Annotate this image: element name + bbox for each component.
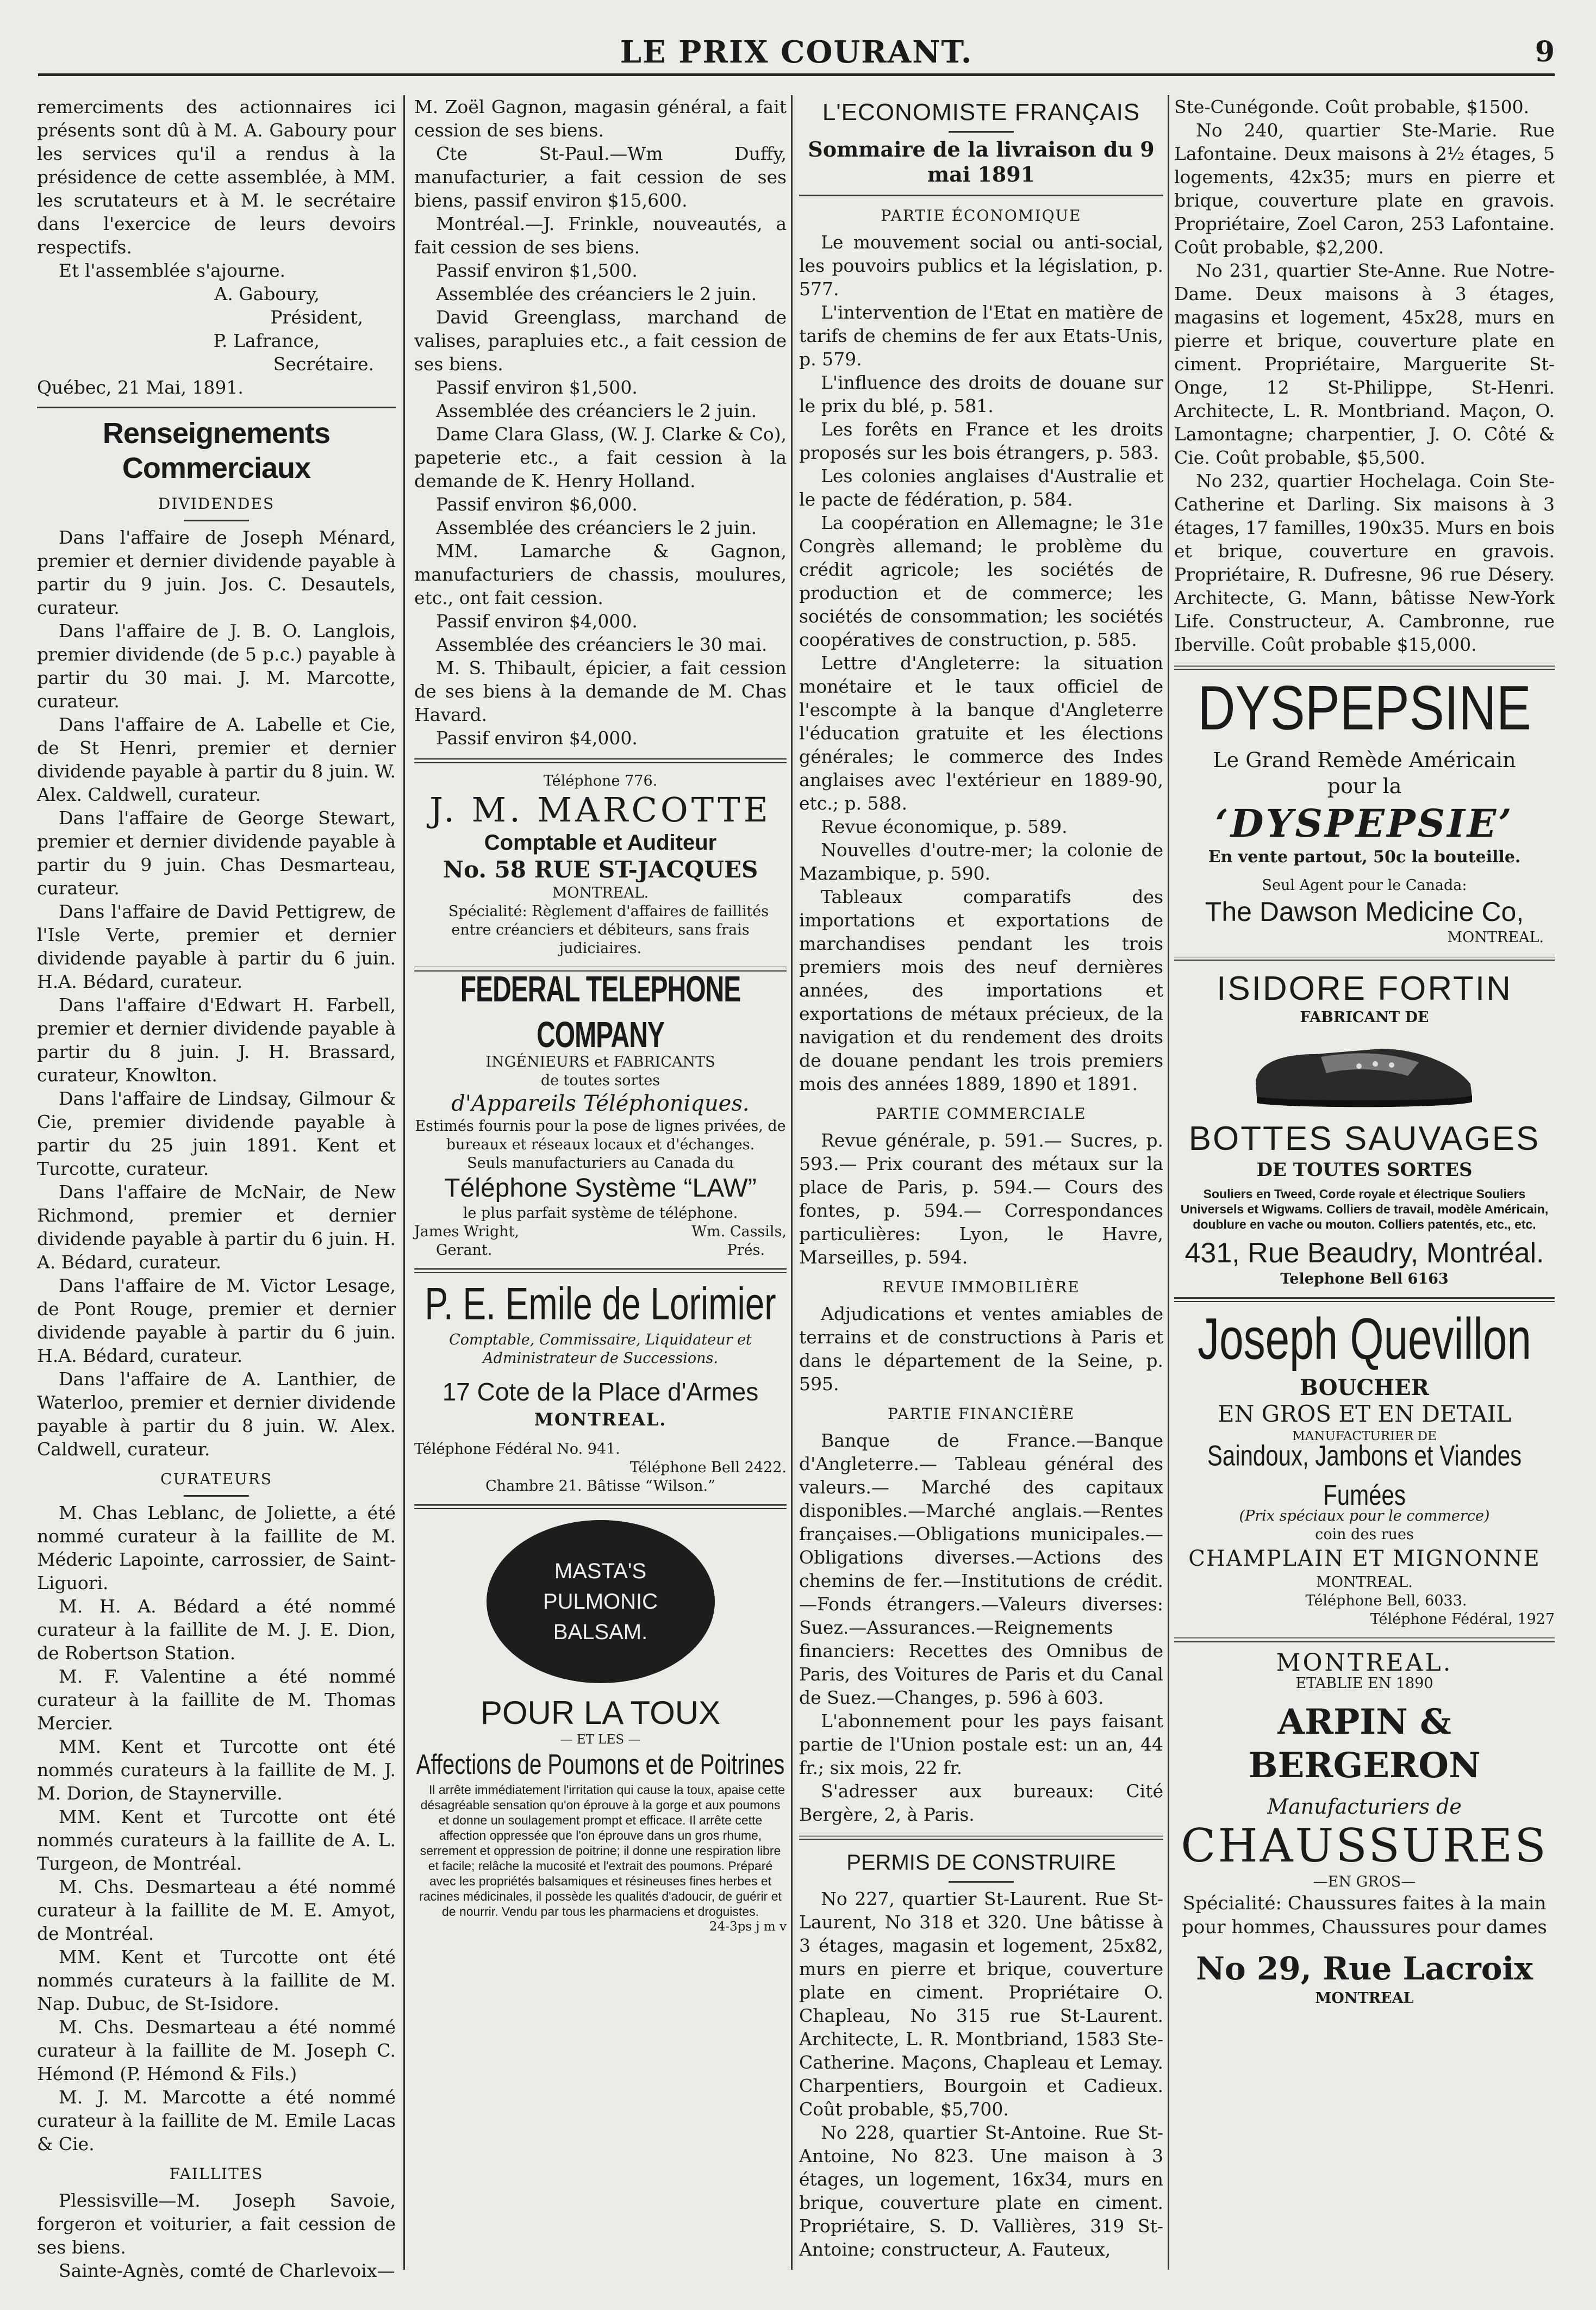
summary-item: Revue générale, p. 591.— Sucres, p. 593.— Prix courant des métaux sur la place de Paris, p. 594.— Cours des fontes, p. 594.— Correspondances particulières: Lyon, le Havre, Marseilles, p. 594. (799, 1130, 1163, 1268)
ad-phone: Téléphone Fédéral No. 941. (414, 1441, 620, 1458)
subsection-title: FAILLITES (169, 2165, 264, 2183)
newspaper-title: LE PRIX COURANT. (620, 34, 973, 70)
divider (1174, 1637, 1555, 1642)
column-4 (1174, 95, 1555, 2270)
divider (1174, 956, 1555, 961)
divider (799, 1835, 1163, 1840)
ad-name: FEDERAL TELEPHONE COMPANY (460, 969, 741, 1056)
ad-city: MONTREAL. (552, 885, 649, 901)
ad-city: MONTREAL. (534, 1409, 667, 1430)
ad-line: MANUFACTURIER DE (1292, 1429, 1437, 1443)
ad-specialite: Spécialité: Règlement d'affaires de faillités entre créanciers et débiteurs, sans frais judiciaires. (448, 903, 769, 957)
ad-signatures (414, 1223, 787, 1241)
paragraph: Cte St-Paul.—Wm Duffy, manufacturier, a fait cession de ses biens, passif environ $15,600. (414, 143, 787, 211)
paragraph: MM. Lamarche & Gagnon, manufacturiers de chassis, moulures, etc., ont fait cession. (414, 540, 787, 608)
dividende-item: Dans l'affaire d'Edwart H. Farbell, premier et dernier dividende payable à partir du 8 juin. J. H. Brassard, curateur, Knowlton. (37, 994, 396, 1086)
divider (949, 131, 1014, 133)
ad-headline: POUR LA TOUX (480, 1695, 721, 1731)
signature-name: A. Gaboury, (214, 283, 320, 304)
paragraph: Passif environ $4,000. (436, 727, 638, 749)
column-divider (403, 95, 405, 2270)
paragraph: Passif environ $1,500. (436, 260, 638, 281)
marcotte-ad (414, 772, 787, 958)
column-3 (799, 95, 1163, 2270)
subsection-title: DIVIDENDES (158, 495, 275, 513)
ad-city: MONTREAL. (1316, 1574, 1413, 1591)
paragraph: Montréal.—J. Frinkle, nouveautés, a fait cession de ses biens. (414, 213, 787, 258)
federal-telephone-ad (414, 969, 787, 1260)
dateline: Québec, 21 Mai, 1891. (37, 377, 244, 398)
summary-item: L'abonnement pour les pays faisant partie de l'Union postale est: un an, 44 fr.; six mois, 22 fr. (799, 1710, 1163, 1778)
summary-item: Les colonies anglaises d'Australie et le pacte de fédération, p. 584. (799, 465, 1163, 510)
fortin-ad (1174, 969, 1555, 1288)
ad-subhead: Affections de Poumons et de Poitrines (416, 1749, 785, 1780)
logo-text: MASTA'S (554, 1559, 647, 1583)
ad-name: DYSPEPSINE (1198, 673, 1531, 743)
divider (949, 1881, 1014, 1883)
subsection-title: PARTIE COMMERCIALE (876, 1105, 1087, 1123)
dividende-item: Dans l'affaire de Lindsay, Gilmour & Cie, premier dividende payable à partir du 25 juin 1891. Kent et Turcotte, curateur. (37, 1088, 396, 1179)
curateur-item: MM. Kent et Turcotte ont été nommés curateurs à la faillite de A. L. Turgeon, de Montréal. (37, 1806, 396, 1874)
section-title: Renseignements Commerciaux (102, 417, 331, 484)
permis-item: Ste-Cunégonde. Coût probable, $1500. (1174, 96, 1530, 117)
ad-line: BOUCHER (1300, 1375, 1429, 1400)
page-number: 9 (1535, 35, 1555, 69)
summary-item: L'influence des droits de douane sur le prix du blé, p. 581. (799, 372, 1163, 416)
ad-name: Joseph Quevillon (1198, 1306, 1531, 1372)
ad-line: INGÉNIEURS et FABRICANTS (485, 1054, 715, 1070)
logo-text: PULMONIC (543, 1590, 658, 1614)
dividende-item: Dans l'affaire de M. Victor Lesage, de Pont Rouge, premier et dernier dividende payable à partir du 6 juin. H.A. Bédard, curateur. (37, 1275, 396, 1366)
ad-line: CHAUSSURES (1181, 1819, 1548, 1872)
summary-item: Tableaux comparatifs des importations et exportations de marchandises pendant les trois premiers mois des neuf dernières années, des importations et exportations de métaux précieux, de la navigation et du rendement des droits de douane pendant les trois premiers mois des années 1889, 1890 et 1891. (799, 886, 1163, 1094)
paragraph: Assemblée des créanciers le 2 juin. (436, 400, 757, 421)
paragraph: Assemblée des créanciers le 2 juin. (436, 283, 757, 304)
ad-phone: Téléphone Bell, 6033. (1305, 1592, 1467, 1609)
permis-item: No 231, quartier Ste-Anne. Rue Notre-Dame. Deux maisons à 3 étages, magasins et logement, 45x28, murs en pierre et brique, couverture plate en ciment. Propriétaire, Marguerite St-Onge, 12 St-Philippe, St-Henri. Architecte, L. R. Montbriand. Maçon, O. Lamontagne; charpentier, J. O. Côté & Cie. Coût probable, $5,500. (1174, 260, 1555, 468)
curateur-item: M. J. M. Marcotte a été nommé curateur à la faillite de M. Emile Lacas & Cie. (37, 2087, 396, 2155)
ad-line: (Prix spéciaux pour le commerce) (1239, 1508, 1490, 1524)
signature-name: P. Lafrance, (213, 330, 320, 351)
ad-name: ISIDORE FORTIN (1217, 970, 1512, 1007)
ad-line: d'Appareils Téléphoniques. (451, 1091, 750, 1116)
ad-desc: Souliers en Tweed, Corde royale et électrique Souliers Universels et Wigwams. Colliers de travail, modèle Américain, doublure en vache ou mouton. Colliers patentés, etc., etc. (1180, 1187, 1549, 1231)
column-divider (791, 95, 793, 2270)
ad-line: coin des rues (1315, 1526, 1414, 1543)
section-title: PERMIS DE CONSTRUIRE (846, 1851, 1116, 1875)
column-divider (1168, 95, 1169, 2270)
column-1 (37, 95, 396, 2281)
permis-item: No 232, quartier Hochelaga. Coin Ste-Catherine et Darling. Six maisons à 3 étages, 17 familles, 190x35. Murs en bois et brique, couverture en gravois. Propriétaire, R. Dufresne, 96 rue Désery. Architecte, G. Mann, bâtisse New-York Life. Constructeur, A. Cambronne, rue Iberville. Coût probable $15,000. (1174, 470, 1555, 655)
ad-line: ‘DYSPEPSIE’ (1215, 801, 1514, 846)
subsection-title: PARTIE ÉCONOMIQUE (881, 207, 1082, 225)
paragraph: Passif environ $4,000. (436, 611, 638, 632)
paragraph: Passif environ $6,000. (436, 494, 638, 515)
subsection-title: CURATEURS (160, 1470, 272, 1488)
ad-line: DE TOUTES SORTES (1256, 1159, 1473, 1181)
divider (414, 758, 787, 763)
signature-role: Secrétaire. (273, 353, 374, 375)
summary-item: Lettre d'Angleterre: la situation monétaire et le taux officiel de l'escompte à la banque d'Angleterre l'éducation gratuite et les élections générales; le commerce des Indes anglaises avec l'extérieur en 1889-90, etc.; p. 588. (799, 652, 1163, 814)
divider (414, 1268, 787, 1273)
divider (37, 407, 396, 408)
divider (414, 1504, 787, 1509)
ad-line: Seul Agent pour le Canada: (1262, 877, 1467, 894)
arpin-bergeron-ad (1174, 1651, 1555, 2008)
curateur-item: M. F. Valentine a été nommé curateur à la faillite de M. Thomas Mercier. (37, 1666, 396, 1734)
dividende-item: Dans l'affaire de Joseph Ménard, premier et dernier dividende payable à partir du 9 juin. Jos. C. Desautels, curateur. (37, 527, 396, 618)
summary-title: Sommaire de la livraison du 9 mai 1891 (808, 137, 1155, 186)
ad-role: Comptable et Auditeur (484, 831, 717, 855)
ad-name: J. M. MARCOTTE (429, 790, 771, 830)
subsection-title: PARTIE FINANCIÈRE (887, 1405, 1075, 1423)
quevillon-ad (1174, 1306, 1555, 1629)
ad-code: 24-3ps j m v (709, 1920, 787, 1934)
ad-phone: Téléphone Bell 2422. (629, 1459, 787, 1476)
divider (1174, 665, 1555, 670)
ad-line: CHAMPLAIN ET MIGNONNE (1188, 1546, 1541, 1571)
boot-icon (1245, 1032, 1484, 1114)
dyspepsine-ad (1174, 673, 1555, 947)
ad-line: MONTREAL. (1447, 929, 1544, 946)
divider (799, 195, 1163, 196)
dividende-item: Dans l'affaire de McNair, de New Richmond, premier et dernier dividende payable à partir du 6 juin. H. A. Bédard, curateur. (37, 1181, 396, 1273)
ad-address: 431, Rue Beaudry, Montréal. (1184, 1237, 1544, 1269)
permis-item: No 228, quartier St-Antoine. Rue St-Antoine, No 823. Une maison à 3 étages, un logement, 16x34, murs en brique, couverture plate en ciment. Propriétaire, S. D. Vallières, 319 St-Antoine; constructeur, A. Fauteux, (799, 2122, 1163, 2260)
ad-city: MONTREAL (1315, 1990, 1414, 2007)
ad-address: 17 Cote de la Place d'Armes (442, 1378, 759, 1406)
faillite-item: Sainte-Agnès, comté de Charlevoix— (59, 2260, 395, 2281)
ad-line: EN GROS ET EN DETAIL (1217, 1400, 1512, 1427)
signature-role: Gerant. (436, 1242, 492, 1259)
ad-phone: Téléphone Fédéral, 1927 (1370, 1611, 1555, 1628)
paragraph: Assemblée des créanciers le 30 mai. (436, 634, 768, 655)
lorimier-ad (414, 1278, 787, 1496)
dividende-item: Dans l'affaire de George Stewart, premier et dernier dividende payable à partir du 9 juin. Chas Desmarteau, curateur. (37, 807, 396, 899)
ad-line: The Dawson Medicine Co, (1205, 896, 1524, 927)
ad-line: FABRICANT DE (1300, 1009, 1429, 1026)
signature-role: Prés. (727, 1242, 765, 1259)
masta-balsam-ad (414, 1520, 787, 1934)
faillite-item: Plessisville—M. Joseph Savoie, forgeron et voiturier, a fait cession de ses biens. (37, 2190, 396, 2258)
section-title: L'ECONOMISTE FRANÇAIS (822, 99, 1140, 126)
paragraph: M. S. Thibault, épicier, a fait cession de ses biens à la demande de M. Chas Havard. (414, 657, 787, 725)
signature-name: Wm. Cassils, (691, 1223, 787, 1240)
ad-line: pour la (1327, 774, 1402, 798)
ad-address: No. 58 RUE ST-JACQUES (442, 856, 758, 883)
summary-item: Banque de France.—Banque d'Angleterre.— Tableau général des valeurs.— Marché des capitaux disponibles.—Marché anglais.—Rentes françaises.—Obligations municipales.—Obligations diverses.—Actions des chemins de fer.—Institutions de crédit.—Fonds étrangers.—Valeurs diverses: Suez.—Assurances.—Reignements financiers: Recettes des Omnibus de Paris, des Voitures de Paris et du Canal de Suez.—Changes, p. 596 à 603. (799, 1430, 1163, 1708)
subsection-title: REVUE IMMOBILIÈRE (882, 1278, 1080, 1296)
dividende-item: Dans l'affaire de A. Lanthier, de Waterloo, premier et dernier dividende payable à partir du 8 juin. W. Alex. Caldwell, curateur. (37, 1368, 396, 1460)
divider (184, 1495, 249, 1497)
ad-line: En vente partout, 50c la bouteille. (1208, 848, 1521, 867)
ad-line: — ET LES — (560, 1733, 641, 1747)
dividende-item: Dans l'affaire de A. Labelle et Cie, de St Henri, premier et dernier dividende payable à partir du 8 juin. W. Alex. Caldwell, curateur. (37, 714, 396, 805)
ad-phone: Telephone Bell 6163 (1280, 1271, 1449, 1287)
ad-line: —EN GROS— (1313, 1873, 1416, 1890)
balsam-logo (487, 1520, 715, 1683)
curateur-item: M. H. A. Bédard a été nommé curateur à la faillite de M. J. E. Dion, de Robertson Station. (37, 1596, 396, 1664)
ad-specialite: Spécialité: Chaussures faites à la main pour hommes, Chaussures pour dames (1182, 1892, 1547, 1938)
permis-item: No 227, quartier St-Laurent. Rue St-Laurent, No 318 et 320. Une bâtisse à 3 étages, magasin et logement, 25x82, murs en pierre et brique, couverture plate en ciment. Propriétaire O. Chapleau, No 315 rue St-Laurent. Architecte, L. R. Montbriand, 1583 Ste-Catherine. Maçons, Chapleau et Lemay. Charpentiers, Bourgoin et Cadieux. Coût probable, $5,700. (799, 1888, 1163, 2120)
ad-room: Chambre 21. Bâtisse “Wilson.” (485, 1478, 715, 1495)
ad-line: Manufacturiers de (1267, 1795, 1462, 1819)
divider (184, 520, 249, 521)
paragraph: David Greenglass, marchand de valises, parapluies etc., a fait cession de ses biens. (414, 307, 787, 375)
logo-text: BALSAM. (553, 1620, 648, 1644)
summary-item: L'intervention de l'Etat en matière de tarifs de chemins de fer aux Etats-Unis, p. 579. (799, 302, 1163, 370)
paragraph: Dame Clara Glass, (W. J. Clarke & Co), papeterie etc., a fait cession à la demande de K. Henry Holland. (414, 424, 787, 491)
ad-line: ETABLIE EN 1890 (1295, 1675, 1433, 1692)
ad-line: Seuls manufacturiers au Canada du (467, 1155, 734, 1172)
dividende-item: Dans l'affaire de David Pettigrew, de l'Isle Verte, premier et dernier dividende payable à partir du 6 juin. H.A. Bédard, curateur. (37, 901, 396, 992)
curateur-item: M. Chs. Desmarteau a été nommé curateur à la faillite de M. E. Amyot, de Montréal. (37, 1876, 396, 1944)
ad-signature-roles (414, 1241, 787, 1260)
summary-item: Le mouvement social ou anti-social, les pouvoirs publics et la législation, p. 577. (799, 232, 1163, 300)
curateur-item: M. Chs. Desmarteau a été nommé curateur à la faillite de M. Joseph C. Hémond (P. Hémond & Fils.) (37, 2016, 396, 2084)
signature-role: Président, (270, 307, 363, 328)
curateur-item: M. Chas Leblanc, de Joliette, a été nommé curateur à la faillite de M. Méderic Lapointe, carrossier, de Saint-Liguori. (37, 1502, 396, 1593)
ad-desc: Comptable, Commissaire, Liquidateur et Administrateur de Successions. (449, 1331, 752, 1367)
paragraph: Passif environ $1,500. (436, 377, 638, 398)
ad-body: Il arrête immédiatement l'irritation qui cause la toux, apaise cette désagréable sensation qu'on éprouve à la gorge et aux poumons et donne un soulagement prompt et efficace. Il arrête cette affection oppressée que l'on éprouve dans un gros rhume, serrement et oppression de poitrine; il donne une respiration libre et facile; relâche la mucosité et l'extrait des poumons. Préparé avec les propriétés balsamiques et résineuses fines herbes et racines médicinales, il possède les qualités d'adoucir, de guérir et de nourrir. Vendu par tous les pharmaciens et droguistes. (419, 1783, 785, 1919)
ad-line: Estimés fournis pour la pose de lignes privées, de bureaux et réseaux locaux et d'échanges. (415, 1118, 786, 1153)
ad-phone: Téléphone 776. (543, 773, 658, 789)
ad-line: BOTTES SAUVAGES (1188, 1120, 1541, 1157)
ad-line: Le Grand Remède Américain (1213, 748, 1516, 772)
summary-item: Adjudications et ventes amiables de terrains et de constructions à Paris et dans le département de la Seine, p. 595. (799, 1303, 1163, 1394)
ad-line: le plus parfait système de téléphone. (463, 1205, 738, 1222)
summary-item: S'adresser aux bureaux: Cité Bergère, 2, à Paris. (799, 1780, 1163, 1825)
summary-item: Revue économique, p. 589. (821, 816, 1068, 837)
ad-name: P. E. Emile de Lorimier (425, 1278, 776, 1329)
divider (1174, 1297, 1555, 1302)
paragraph: M. Zoël Gagnon, magasin général, a fait cession de ses biens. (414, 96, 787, 141)
summary-item: Nouvelles d'outre-mer; la colonie de Mazambique, p. 590. (799, 839, 1163, 884)
ad-address: No 29, Rue Lacroix (1196, 1950, 1533, 1987)
ad-name: ARPIN & BERGERON (1248, 1702, 1481, 1786)
summary-item: La coopération en Allemagne; le 31e Congrès allemand; le problème du crédit agricole; les sociétés de production et de commerce; les sociétés de consommation; les sociétés coopératives de construction, p. 585. (799, 512, 1163, 650)
permis-item: No 240, quartier Ste-Marie. Rue Lafontaine. Deux maisons à 2½ étages, 5 logements, 42x35; murs en pierre et brique, couverture plate en gravois. Propriétaire, Zoel Caron, 253 Lafontaine. Coût probable, $2,200. (1174, 120, 1555, 258)
paragraph: Et l'assemblée s'ajourne. (59, 260, 286, 281)
page-header (38, 30, 1555, 76)
column-2 (414, 95, 787, 2270)
dividende-item: Dans l'affaire de J. B. O. Langlois, premier dividende (de 5 p.c.) payable à partir du 30 mai. J. M. Marcotte, curateur. (37, 620, 396, 712)
curateur-item: MM. Kent et Turcotte ont été nommés curateurs à la faillite de M. J. M. Dorion, de Staynerville. (37, 1736, 396, 1804)
ad-line: Téléphone Système “LAW” (444, 1174, 757, 1203)
paragraph: Assemblée des créanciers le 2 juin. (436, 517, 757, 538)
ad-line: de toutes sortes (540, 1072, 660, 1089)
signature-name: James Wright, (414, 1223, 520, 1240)
paragraph: remerciments des actionnaires ici présents sont dû à M. A. Gaboury pour les services qu'il a rendus à la présidence de cette assemblée, à MM. les scrutateurs et à M. le secrétaire dans l'exercice de leurs devoirs respectifs. (37, 96, 396, 258)
ad-line: Saindoux, Jambons et Viandes Fumées (1207, 1439, 1522, 1511)
ad-line: MONTREAL. (1276, 1649, 1453, 1677)
summary-item: Les forêts en France et les droits proposés sur les bois étrangers, p. 583. (799, 419, 1163, 463)
curateur-item: MM. Kent et Turcotte ont été nommés curateurs à la faillite de M. Nap. Dubuc, de St-Isidore. (37, 1946, 396, 2014)
